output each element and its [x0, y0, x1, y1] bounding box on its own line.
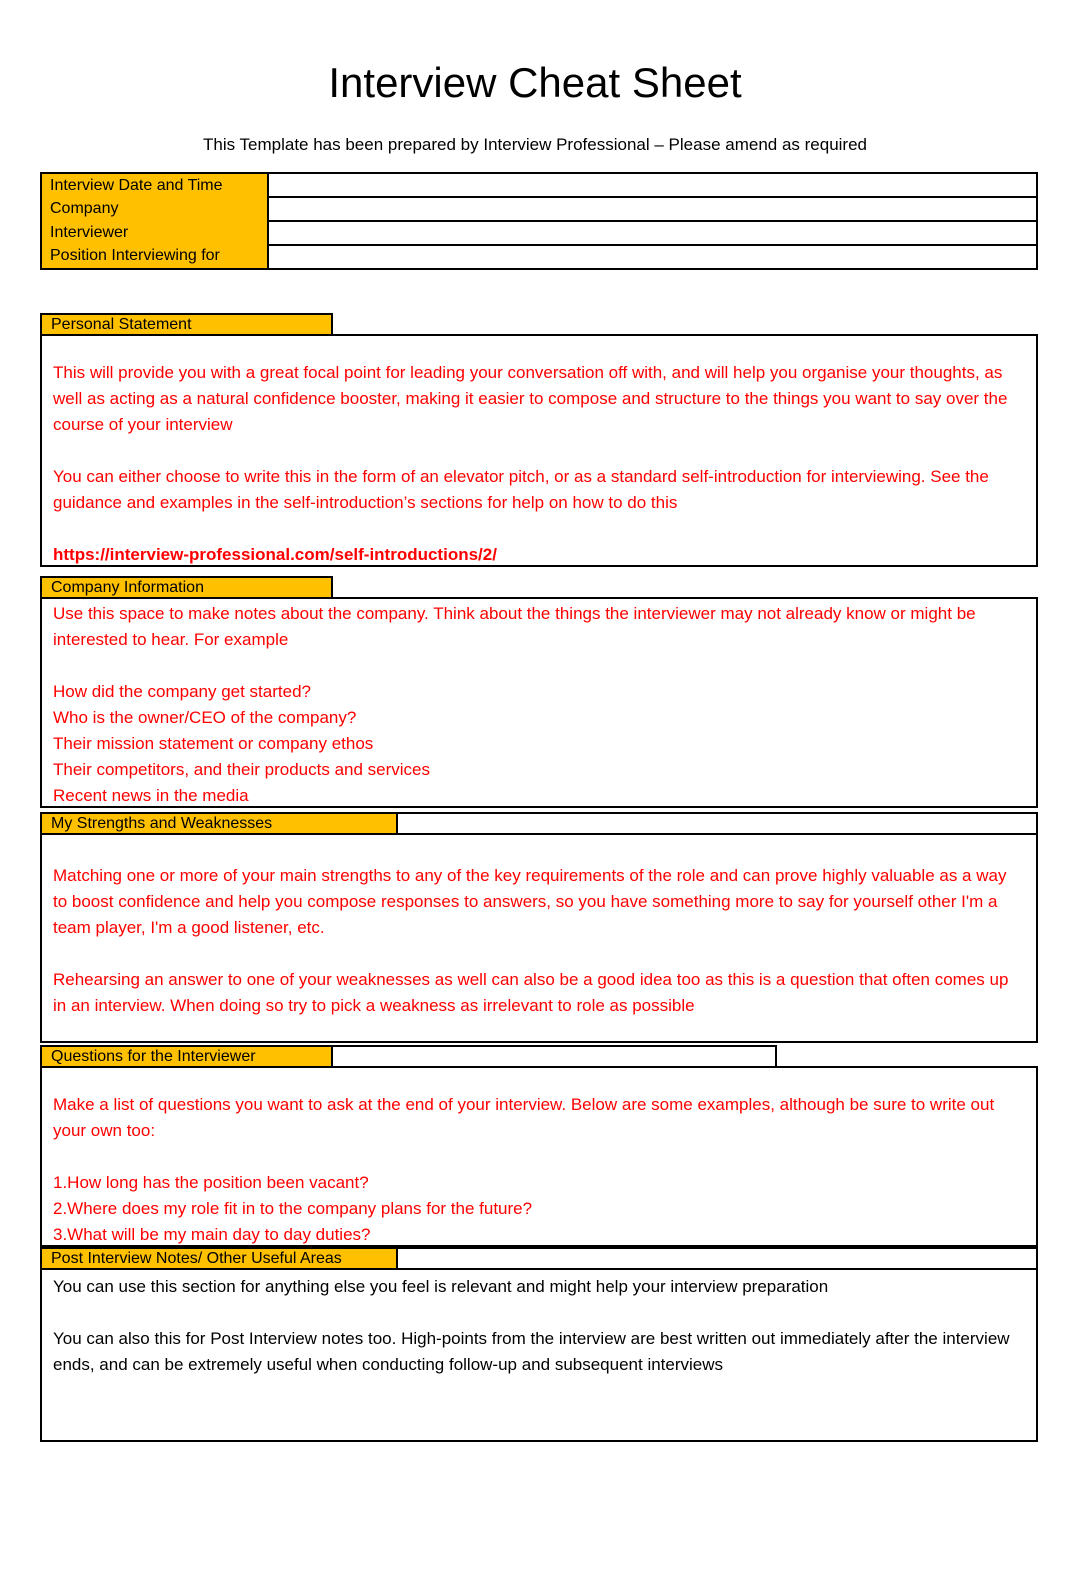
- header-filler-cell: [333, 1045, 777, 1068]
- section-header-post-interview-notes: Post Interview Notes/ Other Useful Areas: [40, 1247, 398, 1270]
- info-label-date-time: Interview Date and Time: [50, 176, 223, 194]
- info-label-company: Company: [50, 200, 119, 218]
- section-company-information: [40, 576, 1038, 808]
- interview-info-table: [40, 172, 1038, 270]
- self-introductions-link[interactable]: https://interview-professional.com/self-introductions/2/: [53, 545, 497, 564]
- section-strengths-weaknesses: [40, 812, 1038, 1043]
- company-information-header-row: [40, 576, 1038, 599]
- section-questions-for-interviewer: [40, 1045, 1038, 1247]
- info-value-interviewer[interactable]: [269, 222, 1036, 246]
- info-label-position: Position Interviewing for: [50, 247, 220, 265]
- questions-paragraph: Make a list of questions you want to ask at the end of your interview. Below are some examples, although be sure to write out your own too:: [53, 1095, 995, 1140]
- post-interview-paragraph: You can use this section for anything else you feel is relevant and might help your interview preparation: [53, 1277, 829, 1296]
- page-title: Interview Cheat Sheet: [328, 59, 742, 106]
- section-header-company-information: Company Information: [40, 576, 333, 599]
- page-subtitle: This Template has been prepared by Interview Professional – Please amend as required: [202, 135, 867, 154]
- company-question-line: How did the company get started?: [53, 682, 311, 701]
- info-value-company[interactable]: [269, 198, 1036, 222]
- company-question-line: Their mission statement or company ethos: [53, 734, 374, 753]
- post-interview-paragraph: You can also this for Post Interview notes too. High-points from the interview are best written out immediately after the interview ends, and can be extremely useful when conducting follow-up and subsequent interviews: [53, 1329, 1010, 1374]
- info-value-column: [269, 174, 1036, 268]
- post-interview-notes-header-row: [40, 1247, 1038, 1270]
- company-question-line: Their competitors, and their products and services: [53, 760, 431, 779]
- post-interview-notes-box[interactable]: [40, 1268, 1038, 1442]
- personal-statement-paragraph: You can either choose to write this in the form of an elevator pitch, or as a standard self-introduction for interviewing. See the guidance and examples in the self-introduction’s sections for help on how to do this: [53, 467, 989, 512]
- interviewer-question-line: 2.Where does my role fit in to the company plans for the future?: [53, 1199, 533, 1218]
- strengths-paragraph: Matching one or more of your main strengths to any of the key requirements of the role and can prove highly valuable as a way to boost confidence and help you compose responses to answers, so you have something more to say for yourself other I'm a team player, I'm a good listener, etc.: [53, 866, 1007, 937]
- info-label-column: [42, 174, 269, 268]
- header-filler-cell: [398, 1247, 1038, 1270]
- info-value-position[interactable]: [269, 246, 1036, 268]
- header-filler-cell: [398, 812, 1038, 835]
- company-information-paragraph: Use this space to make notes about the company. Think about the things the interviewer may not already know or might be interested to hear. For example: [53, 604, 976, 649]
- section-header-personal-statement: Personal Statement: [40, 313, 333, 336]
- section-post-interview-notes: [40, 1247, 1038, 1442]
- weaknesses-paragraph: Rehearsing an answer to one of your weaknesses as well can also be a good idea too as this is a question that often comes up in an interview. When doing so try to pick a weakness as irrelevant to role as possible: [53, 970, 1009, 1015]
- personal-statement-header-row: [40, 313, 1038, 336]
- company-information-notes-box[interactable]: [40, 597, 1038, 808]
- info-value-date-time[interactable]: [269, 174, 1036, 198]
- company-question-line: Who is the owner/CEO of the company?: [53, 708, 357, 727]
- company-question-line: Recent news in the media: [53, 786, 249, 805]
- interviewer-question-line: 3.What will be my main day to day duties?: [53, 1225, 371, 1244]
- questions-header-row: [40, 1045, 1038, 1068]
- strengths-weaknesses-header-row: [40, 812, 1038, 835]
- personal-statement-paragraph: This will provide you with a great focal point for leading your conversation off with, and will help you organise your thoughts, as well as acting as a natural confidence booster, making it easier to compose and structure to the things you want to say over the course of your interview: [53, 363, 1008, 434]
- interviewer-question-line: 1.How long has the position been vacant?: [53, 1173, 369, 1192]
- questions-notes-box[interactable]: [40, 1066, 1038, 1247]
- personal-statement-notes-box[interactable]: [40, 334, 1038, 567]
- section-header-questions-for-interviewer: Questions for the Interviewer: [40, 1045, 333, 1068]
- strengths-weaknesses-notes-box[interactable]: [40, 833, 1038, 1043]
- section-personal-statement: [40, 313, 1038, 567]
- info-label-interviewer: Interviewer: [50, 223, 129, 241]
- section-header-strengths-weaknesses: My Strengths and Weaknesses: [40, 812, 398, 835]
